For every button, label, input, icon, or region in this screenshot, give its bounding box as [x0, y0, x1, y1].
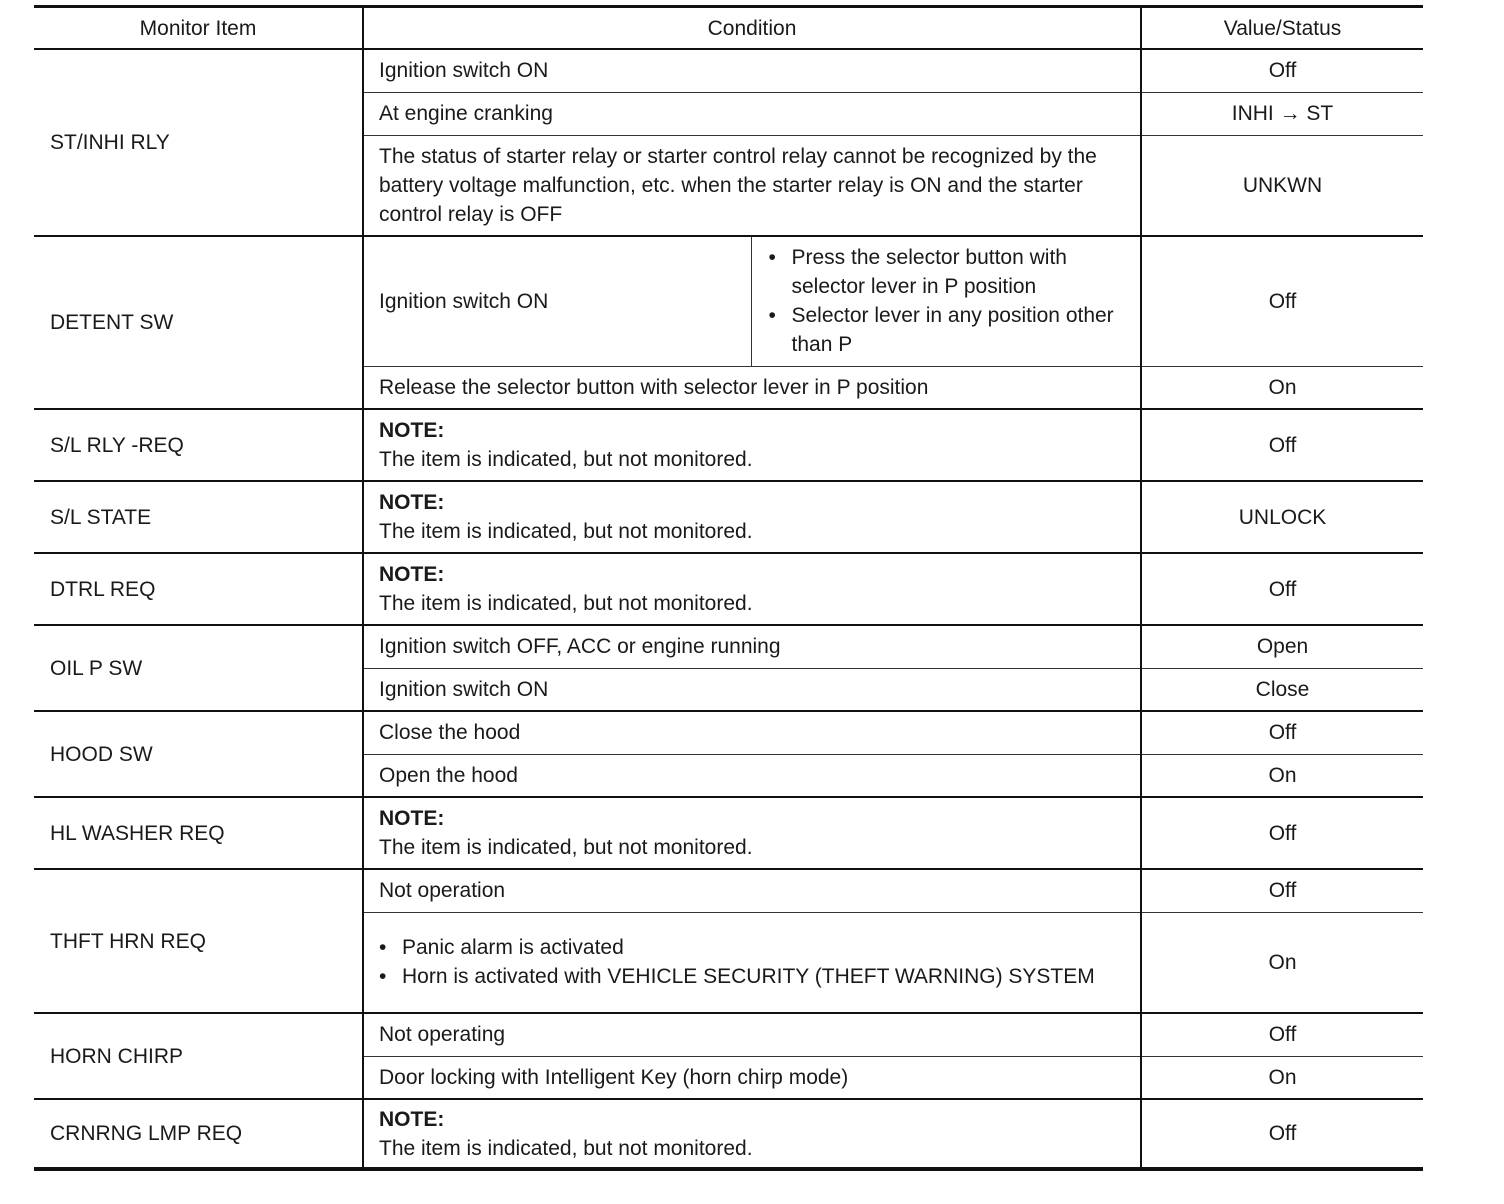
value-cell: Off	[1141, 1013, 1423, 1056]
table-row	[34, 625, 1423, 668]
table-row	[34, 1013, 1423, 1056]
value-cell: On	[1141, 1056, 1423, 1099]
table-row	[34, 797, 1423, 869]
header-monitor-item: Monitor Item	[34, 7, 363, 50]
note-text: The item is indicated, but not monitored.	[379, 1136, 753, 1160]
value-cell: Close	[1141, 668, 1423, 711]
note-text: The item is indicated, but not monitored.	[379, 836, 753, 859]
condition-cell	[363, 912, 1141, 1013]
condition-bullet-list	[379, 933, 1132, 991]
value-cell: INHI → ST	[1141, 92, 1423, 135]
table-row	[34, 1099, 1423, 1169]
value-cell: On	[1141, 912, 1423, 1013]
header-row	[34, 7, 1423, 50]
value-cell: Open	[1141, 625, 1423, 668]
condition-cell: Open the hood	[363, 754, 1141, 797]
note-label: NOTE:	[379, 419, 445, 442]
condition-cell: Close the hood	[363, 711, 1141, 754]
note-label: NOTE:	[379, 491, 445, 514]
list-item: • Horn is activated with VEHICLE SECURITY (THEFT WARNING) SYSTEM	[379, 962, 1132, 991]
note-text: The item is indicated, but not monitored.	[379, 448, 753, 471]
value-cell: Off	[1141, 236, 1423, 366]
condition-cell	[363, 409, 1141, 481]
value-cell: Off	[1141, 409, 1423, 481]
monitor-item-cell: THFT HRN REQ	[34, 869, 363, 1013]
monitor-item-cell: S/L STATE	[34, 481, 363, 553]
monitor-item-cell: ST/INHI RLY	[34, 49, 363, 236]
table-row	[34, 481, 1423, 553]
table-row	[34, 49, 1423, 92]
note-text: The item is indicated, but not monitored.	[379, 520, 753, 543]
condition-cell: At engine cranking	[363, 92, 1141, 135]
table-row	[34, 236, 1423, 366]
condition-bullet-list	[769, 243, 1135, 359]
condition-cell	[363, 553, 1141, 625]
value-cell: UNKWN	[1141, 135, 1423, 236]
condition-detail-cell	[751, 236, 1141, 366]
condition-cell: Not operating	[363, 1013, 1141, 1056]
list-item: • Press the selector button with selector lever in P position	[769, 243, 1135, 301]
condition-cell	[363, 797, 1141, 869]
monitor-item-cell: DETENT SW	[34, 236, 363, 409]
list-item: • Selector lever in any position other than P	[769, 301, 1135, 359]
value-cell: On	[1141, 366, 1423, 409]
value-cell: Off	[1141, 797, 1423, 869]
monitor-item-cell: HORN CHIRP	[34, 1013, 363, 1099]
condition-cell: Release the selector button with selector lever in P position	[363, 366, 1141, 409]
monitor-item-cell: OIL P SW	[34, 625, 363, 711]
note-label: NOTE:	[379, 807, 445, 830]
value-cell: On	[1141, 754, 1423, 797]
value-cell: Off	[1141, 553, 1423, 625]
monitor-item-cell: HOOD SW	[34, 711, 363, 797]
condition-cell	[363, 1099, 1141, 1169]
value-cell: Off	[1141, 869, 1423, 912]
monitor-item-cell: S/L RLY -REQ	[34, 409, 363, 481]
header-value-status: Value/Status	[1141, 7, 1423, 50]
monitor-table-container	[34, 5, 1423, 1171]
monitor-item-cell: CRNRNG LMP REQ	[34, 1099, 363, 1169]
condition-cell: The status of starter relay or starter control relay cannot be recognized by the battery voltage malfunction, etc. when the starter relay is ON and the starter control relay is OFF	[363, 135, 1141, 236]
condition-cell: Ignition switch ON	[363, 49, 1141, 92]
value-cell: Off	[1268, 1122, 1297, 1145]
monitor-item-cell: HL WASHER REQ	[34, 797, 363, 869]
value-cell: Off	[1141, 711, 1423, 754]
condition-cell: Ignition switch OFF, ACC or engine running	[363, 625, 1141, 668]
header-condition: Condition	[363, 7, 1141, 50]
condition-cell: Not operation	[363, 869, 1141, 912]
monitor-item-cell: DTRL REQ	[34, 553, 363, 625]
table-row	[34, 711, 1423, 754]
note-label: NOTE:	[379, 1107, 445, 1131]
note-text: The item is indicated, but not monitored.	[379, 592, 753, 615]
list-item: • Panic alarm is activated	[379, 933, 1132, 962]
note-label: NOTE:	[379, 563, 445, 586]
condition-cell: Ignition switch ON	[363, 236, 751, 366]
condition-cell: Door locking with Intelligent Key (horn chirp mode)	[363, 1056, 1141, 1099]
value-cell: UNLOCK	[1141, 481, 1423, 553]
table-row	[34, 409, 1423, 481]
table-row	[34, 553, 1423, 625]
condition-cell	[363, 481, 1141, 553]
condition-cell: Ignition switch ON	[363, 668, 1141, 711]
table-row	[34, 869, 1423, 912]
value-cell: Off	[1141, 49, 1423, 92]
monitor-table	[34, 5, 1423, 1171]
